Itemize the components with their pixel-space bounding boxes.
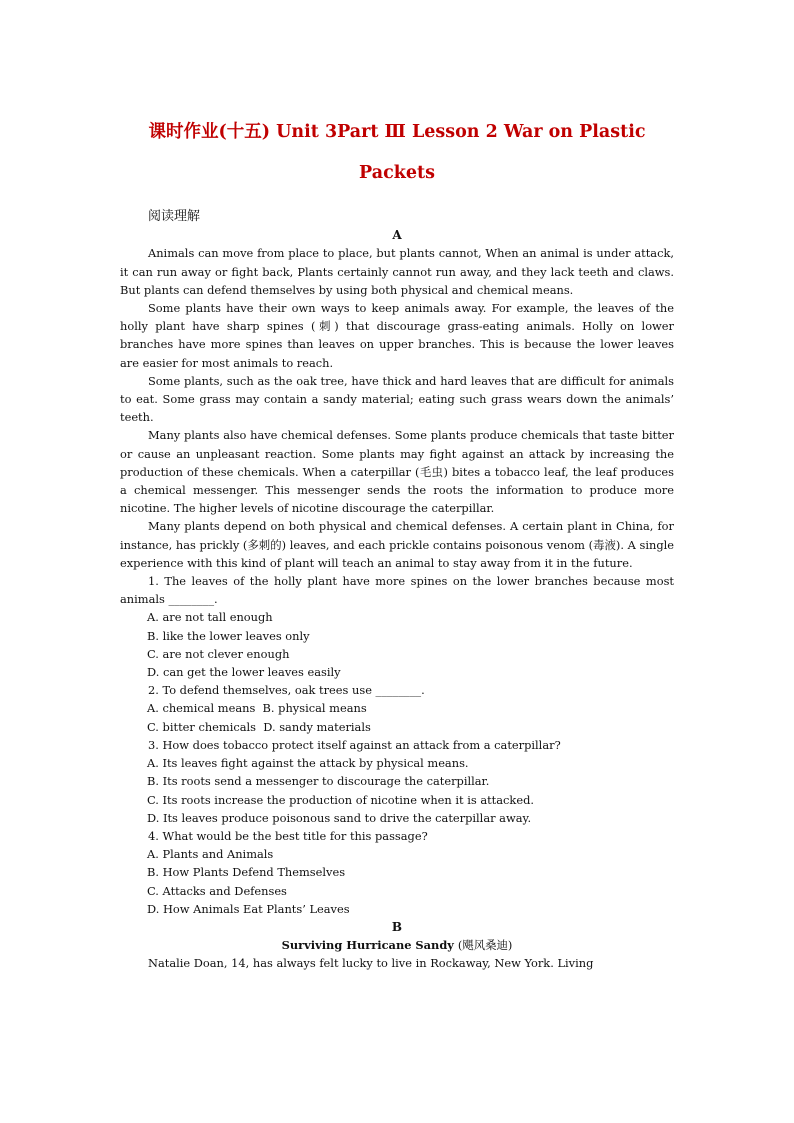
question-stem: 3. How does tobacco protect itself against an attack from a caterpillar? [148,737,561,752]
question-1 [120,572,674,681]
answer-option: B. Its roots send a messenger to discourage the caterpillar. [147,774,490,789]
title-line-2: Packets [359,163,435,183]
passage-paragraph: Many plants depend on both physical and chemical defenses. A certain plant in China, for instance, has prickly (多刺的) leaves, and each prickle contains poisonous venom (毒液). A single experience with this kind of plant will teach an animal to stay away from it in the future. [120,519,674,570]
answer-option: C. Its roots increase the production of nicotine when it is attacked. [147,792,534,807]
passage-paragraph: Animals can move from place to place, but plants cannot, When an animal is under attack, it can run away or fight back, Plants certainly cannot run away, and they lack teeth and claws. But plants can defend themselves by using both physical and chemical means. [120,246,674,297]
answer-option: C. Attacks and Defenses [147,883,287,898]
question-stem: 2. To defend themselves, oak trees use ________. [148,683,425,698]
passage-a [120,226,674,918]
answer-option: A. are not tall enough [147,610,273,625]
answer-option: A. Its leaves fight against the attack by physical means. [147,756,469,771]
page-title [120,112,674,194]
section-heading: 阅读理解 [148,209,201,224]
question-4 [120,827,674,918]
passage-a-mark: A [392,228,402,243]
answer-option: D. Its leaves produce poisonous sand to drive the caterpillar away. [147,810,532,825]
answer-option: B. like the lower leaves only [147,628,310,643]
passage-paragraph: Some plants, such as the oak tree, have thick and hard leaves that are difficult for animals to eat. Some grass may contain a sandy material; eating such grass wears down the animals’ teeth. [120,373,674,425]
answer-option: A. chemical means B. physical means [147,701,367,716]
passage-b-title [120,936,674,954]
answer-option: D. can get the lower leaves easily [147,665,341,680]
passage-b-mark: B [391,919,403,934]
answer-option: D. How Animals Eat Plants’ Leaves [147,901,350,916]
title-line-1: 课时作业(十五) Unit 3Part Ⅲ Lesson 2 War on Plastic [148,122,646,142]
answer-option: A. Plants and Animals [147,847,274,862]
question-2 [120,681,674,736]
worksheet-page [120,0,674,973]
question-stem: 1. The leaves of the holly plant have more spines on the lower branches because most animals ________. [120,574,674,607]
passage-paragraph: Many plants also have chemical defenses. Some plants produce chemicals that taste bitter or cause an unpleasant reaction. Some plants may fight against an attack by increasing the production of these chemicals. When a caterpillar (毛虫) bites a tobacco leaf, the leaf produces a chemical messenger. This messenger sends the roots the information to produce more nicotine. The higher levels of nicotine discourage the caterpillar. [120,428,674,516]
question-3 [120,736,674,827]
question-stem: 4. What would be the best title for this passage? [148,828,428,843]
passage-b [120,918,674,973]
passage-paragraph: Some plants have their own ways to keep animals away. For example, the leaves of the holly plant have sharp spines (刺) that discourage grass-eating animals. Holly on lower branches have more spines than leaves on upper branches. This is because the lower leaves are easier for most animals to reach. [120,301,674,370]
answer-option: B. How Plants Defend Themselves [147,865,346,880]
answer-option: C. are not clever enough [147,646,290,661]
passage-b-title-cn: (飓风桑迪) [457,938,513,953]
passage-paragraph: Natalie Doan, 14, has always felt lucky to live in Rockaway, New York. Living [148,956,594,971]
answer-option: C. bitter chemicals D. sandy materials [147,719,371,734]
passage-b-title-en: Surviving Hurricane Sandy [281,938,454,953]
